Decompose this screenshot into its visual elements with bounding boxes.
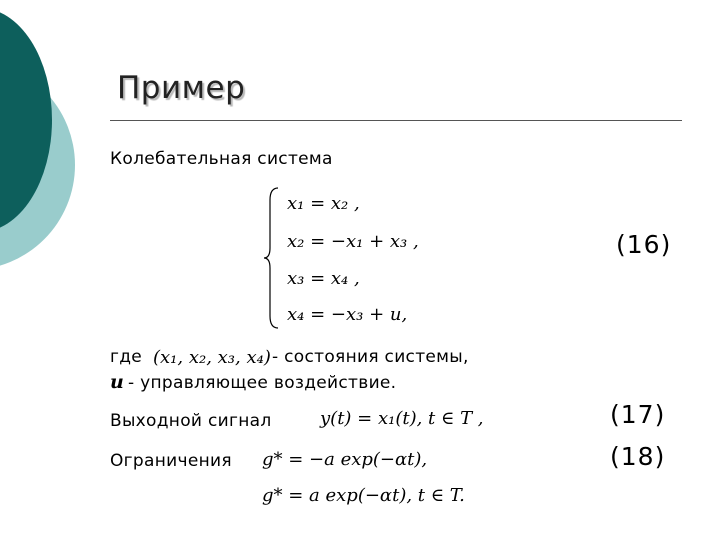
output-equation: y(t) = x₁(t), t ∈ T , — [320, 408, 484, 429]
upper-bound-equation: g* = a exp(−αt), t ∈ T. — [262, 485, 465, 506]
system-eq-4: x₄ = −x₃ + u, — [287, 304, 408, 325]
slide-title: Пример — [117, 70, 246, 106]
lower-bound-equation: g* = −a exp(−αt), — [262, 449, 428, 470]
eq-number-18: (18) — [610, 442, 666, 471]
u-description: - управляющее воздействие. — [128, 373, 397, 393]
u-symbol: u — [110, 371, 124, 393]
eq-number-16: (16) — [616, 230, 672, 259]
decorative-circles — [0, 0, 120, 300]
constraints-label: Ограничения — [110, 451, 232, 471]
where-label: где — [110, 347, 143, 367]
states-description: - состояния системы, — [272, 347, 469, 367]
system-subtitle: Колебательная система — [110, 149, 333, 169]
system-eq-3: x₃ = x₄ , — [287, 268, 360, 289]
system-eq-2: x₂ = −x₁ + x₃ , — [287, 231, 419, 252]
system-eq-1: x₁ = x₂ , — [287, 193, 360, 214]
title-divider — [110, 120, 682, 121]
output-label: Выходной сигнал — [110, 411, 272, 431]
eq-number-17: (17) — [610, 400, 666, 429]
system-brace — [262, 186, 280, 331]
state-vector: (x₁, x₂, x₃, x₄) — [153, 347, 271, 368]
